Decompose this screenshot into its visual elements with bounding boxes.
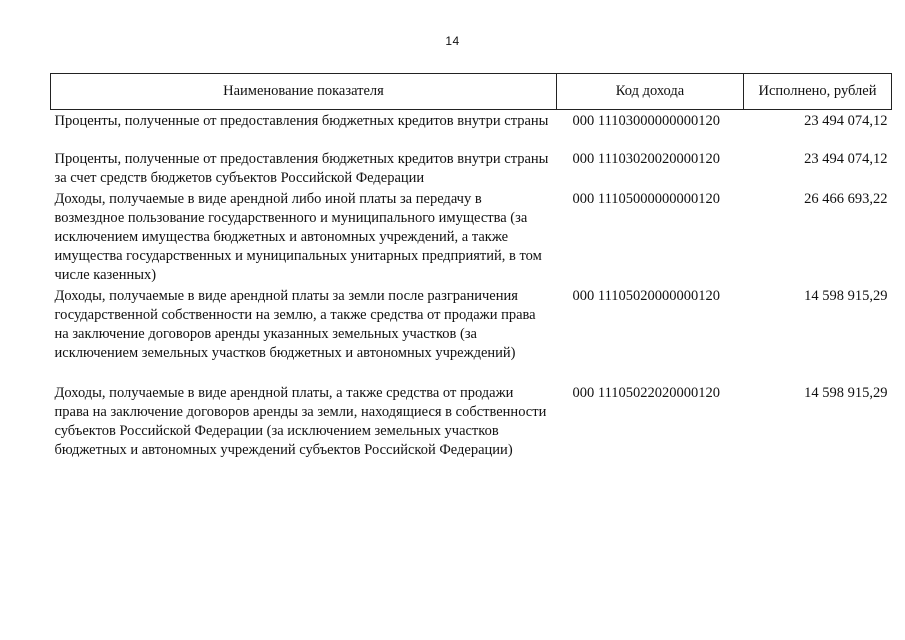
table-body xyxy=(51,110,892,483)
executed-amount-cell: 23 494 074,12 xyxy=(804,113,888,129)
revenue-code-cell: 000 11105020000000120 xyxy=(572,288,721,304)
revenue-table-container xyxy=(50,73,891,482)
revenue-code-cell: 000 11103000000000120 xyxy=(572,113,721,129)
revenue-table xyxy=(50,73,892,482)
executed-amount-cell: 26 466 693,22 xyxy=(804,191,888,207)
header-executed-amount: Исполнено, рублей xyxy=(744,74,892,110)
header-indicator-name: Наименование показателя xyxy=(51,74,557,110)
revenue-code-cell: 000 11105000000000120 xyxy=(572,191,721,207)
indicator-name-cell: Доходы, получаемые в виде арендной платы за земли после разграничения государственной собственности на землю, а также средства от продажи права на заключение договоров аренды указанных земельных участков (за исключением земельных участков бюджетных и автономных учреждений) xyxy=(54,288,536,361)
header-revenue-code: Код дохода xyxy=(557,74,744,110)
table-header-row xyxy=(51,74,892,110)
indicator-name-cell: Доходы, получаемые в виде арендной либо иной платы за передачу в возмездное пользование государственного и муниципального имущества (за исключением имущества бюджетных и автономных учреждений, а также имущества государственных и муниципальных унитарных предприятий, в том числе казенных) xyxy=(54,191,542,283)
table-row xyxy=(51,287,892,384)
table-row xyxy=(51,110,892,151)
indicator-name-cell: Доходы, получаемые в виде арендной платы, а также средства от продажи права на заключение договоров аренды за земли, находящиеся в собственности субъектов Российской Федерации (за исключением земельных участков бюджетных и автономных учреждений субъектов Российской Федерации) xyxy=(54,385,547,458)
table-header xyxy=(51,74,892,110)
page-number: 14 xyxy=(445,34,460,48)
revenue-code-cell: 000 11105022020000120 xyxy=(572,385,721,401)
executed-amount-cell: 23 494 074,12 xyxy=(804,151,888,167)
indicator-name-cell: Проценты, полученные от предоставления бюджетных кредитов внутри страны xyxy=(54,113,549,129)
table-row xyxy=(51,190,892,287)
executed-amount-cell: 14 598 915,29 xyxy=(804,288,888,304)
table-row xyxy=(51,150,892,190)
table-row xyxy=(51,384,892,482)
executed-amount-cell: 14 598 915,29 xyxy=(804,385,888,401)
indicator-name-cell: Проценты, полученные от предоставления бюджетных кредитов внутри страны за счет средств бюджетов субъектов Российской Федерации xyxy=(54,151,549,186)
revenue-code-cell: 000 11103020020000120 xyxy=(572,151,721,167)
